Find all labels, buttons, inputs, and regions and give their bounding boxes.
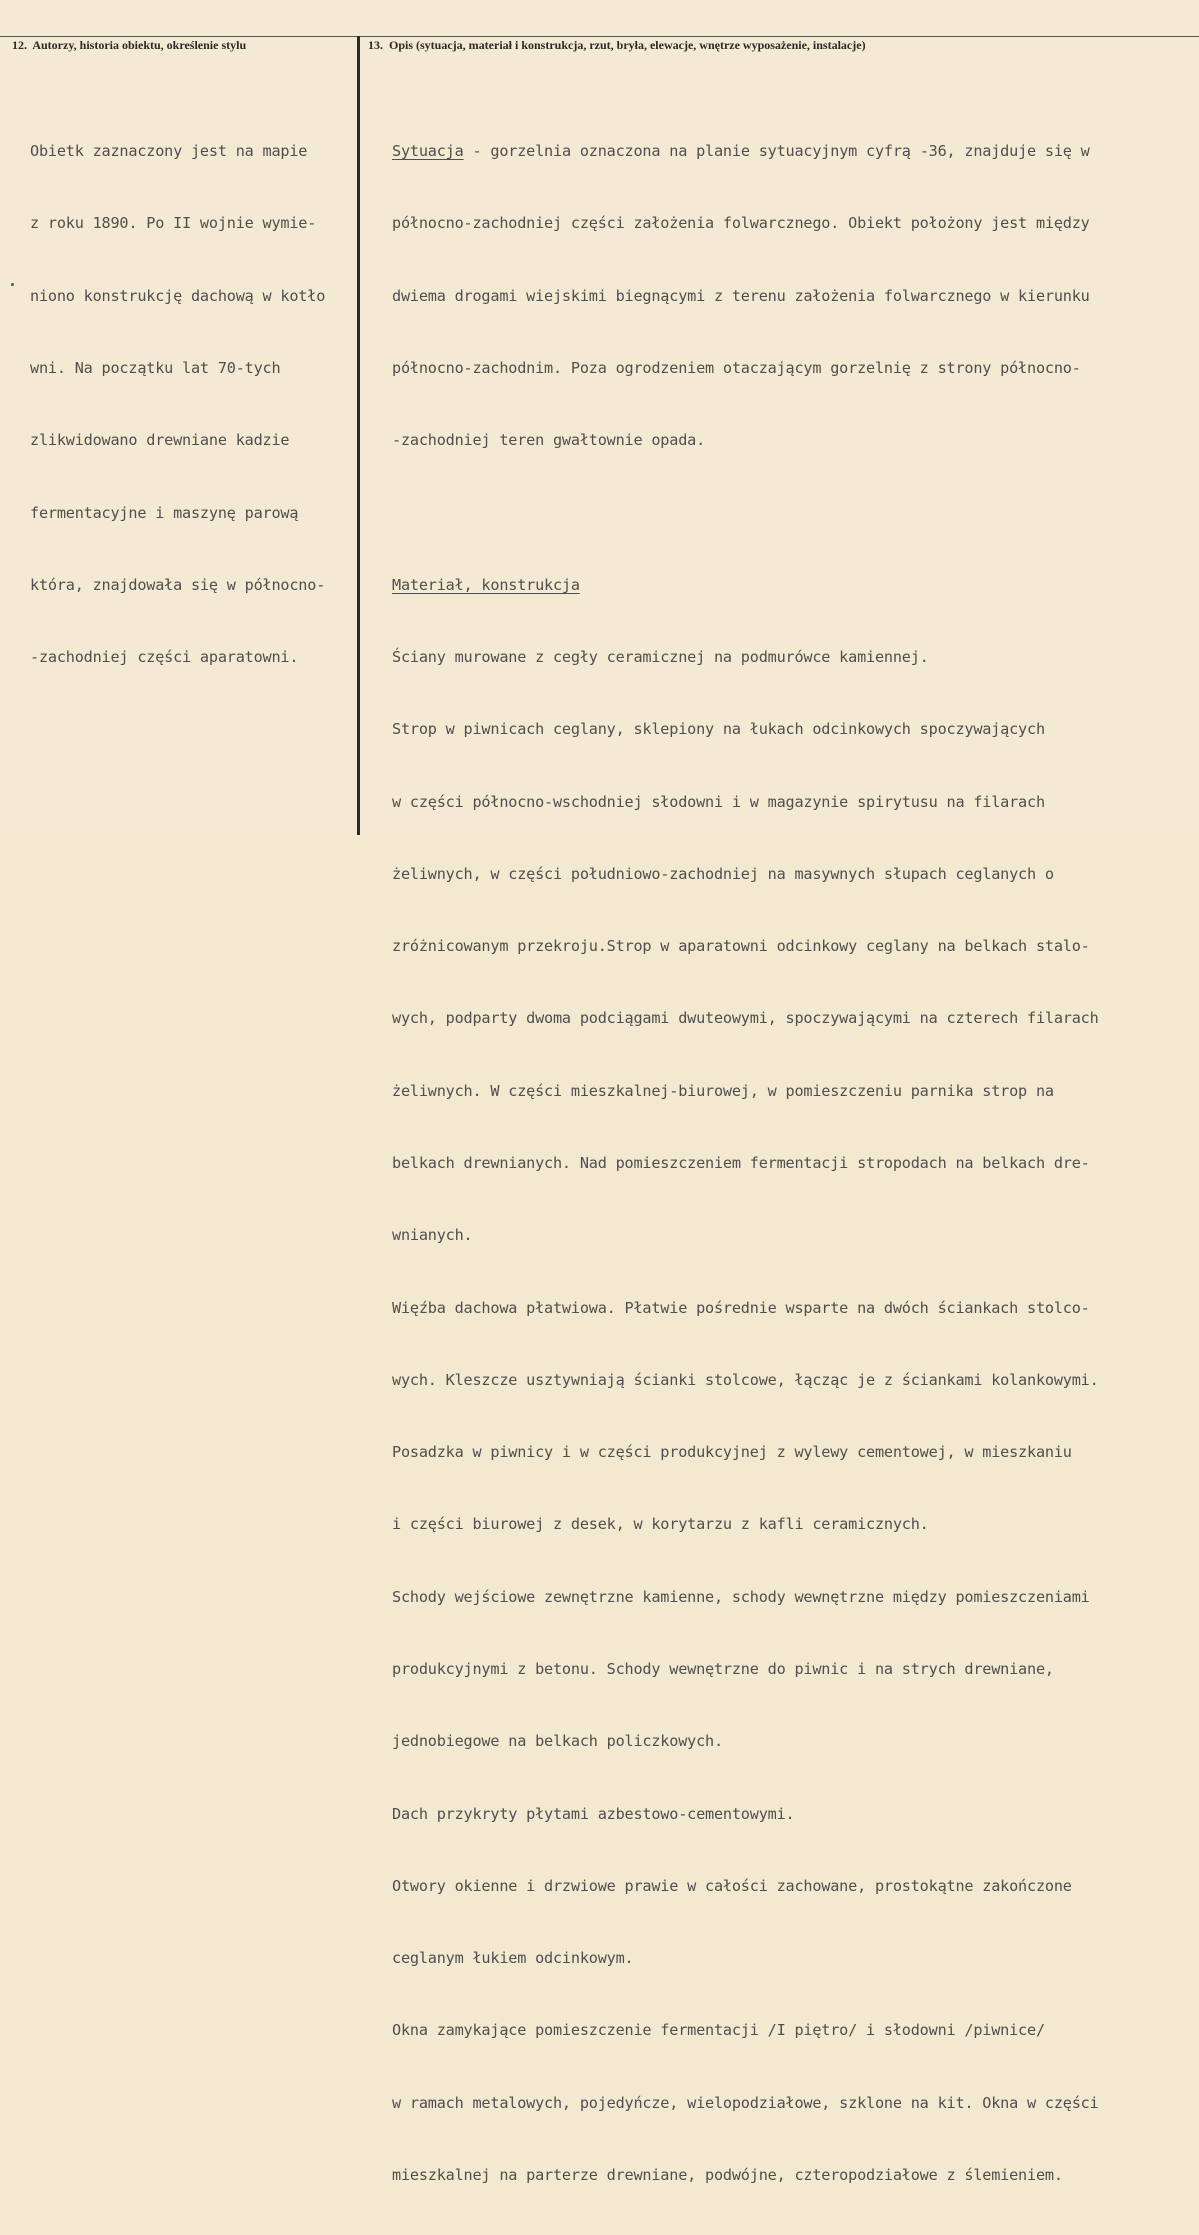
text-line: Więźba dachowa płatwiowa. Płatwie pośrednie wsparte na dwóch ściankach stolco- — [392, 1298, 1090, 1317]
text-line: Obietk zaznaczony jest na mapie — [30, 142, 308, 161]
text-line: żeliwnych. W części mieszkalnej-biurowej, w pomieszczeniu parnika strop na — [392, 1081, 1054, 1100]
right-column-body — [392, 91, 1099, 2235]
section-situation-first-line — [392, 139, 1099, 163]
text-line: Strop w piwnicach ceglany, sklepiony na łukach odcinkowych spoczywających — [392, 720, 1045, 739]
text-line: północno-zachodnim. Poza ogrodzeniem otaczającym gorzelnię z strony północno- — [392, 359, 1081, 378]
text-line: zlikwidowano drewniane kadzie — [30, 431, 290, 450]
section-gap — [392, 501, 1099, 525]
left-heading-number: 12. — [12, 38, 27, 52]
margin-mark — [11, 283, 14, 286]
text-line: wni. Na początku lat 70-tych — [30, 359, 281, 378]
header-rule — [0, 36, 1199, 37]
right-heading — [368, 38, 866, 53]
text-line: fermentacyjne i maszynę parową — [30, 503, 299, 522]
text-line: wych. Kleszcze usztywniają ścianki stolcowe, łącząc je z ściankami kolankowymi. — [392, 1370, 1099, 1389]
section-material-title: Materiał, konstrukcja — [392, 575, 580, 594]
text-line: Schody wejściowe zewnętrzne kamienne, schody wewnętrzne między pomieszczeniami — [392, 1587, 1090, 1606]
text-line: w części północno-wschodniej słodowni i w magazynie spirytusu na filarach — [392, 792, 1045, 811]
left-heading-text: Autorzy, historia obiektu, określenie stylu — [32, 38, 247, 52]
text-line: niono konstrukcję dachową w kotło — [30, 286, 326, 305]
text-line: wnianych. — [392, 1226, 473, 1245]
text-line: zróżnicowanym przekroju.Strop w aparatowni odcinkowy ceglany na belkach stalo- — [392, 937, 1090, 956]
text-line: w ramach metalowych, pojedyńcze, wielopodziałowe, szklone na kit. Okna w części — [392, 2093, 1099, 2112]
right-heading-number: 13. — [368, 38, 383, 52]
column-divider — [357, 36, 360, 835]
text-line: belkach drewnianych. Nad pomieszczeniem fermentacji stropodach na belkach dre- — [392, 1154, 1090, 1173]
left-heading — [12, 38, 246, 53]
text-line: północno-zachodniej części założenia folwarcznego. Obiekt położony jest między — [392, 214, 1090, 233]
text-line: -zachodniej teren gwałtownie opada. — [392, 431, 706, 450]
text-line: Otwory okienne i drzwiowe prawie w całości zachowane, prostokątne zakończone — [392, 1876, 1072, 1895]
text-line: wych, podparty dwoma podciągami dwuteowymi, spoczywającymi na czterech filarach — [392, 1009, 1099, 1028]
text-line: Okna zamykające pomieszczenie fermentacji /I piętro/ i słodowni /piwnice/ — [392, 2021, 1045, 2040]
text-line: mieszkalnej na parterze drewniane, podwójne, czteropodziałowe z ślemieniem. — [392, 2165, 1063, 2184]
text-line: Posadzka w piwnicy i w części produkcyjnej z wylewy cementowej, w mieszkaniu — [392, 1443, 1072, 1462]
text-line: - gorzelnia oznaczona na planie sytuacyjnym cyfrą -36, znajduje się w — [463, 142, 1090, 161]
text-line: jednobiegowe na belkach policzkowych. — [392, 1732, 723, 1751]
text-line: ceglanym łukiem odcinkowym. — [392, 1949, 634, 1968]
text-line: produkcyjnymi z betonu. Schody wewnętrzne do piwnic i na strych drewniane, — [392, 1660, 1054, 1678]
text-line: z roku 1890. Po II wojnie wymie- — [30, 214, 317, 233]
right-heading-text: Opis (sytuacja, materiał i konstrukcja, rzut, bryła, elewacje, wnętrze wyposażenie, instalacje) — [389, 38, 866, 52]
section-material-heading — [392, 573, 1099, 597]
text-line: dwiema drogami wiejskimi biegnącymi z terenu założenia folwarcznego w kierunku — [392, 286, 1090, 305]
text-line: -zachodniej części aparatowni. — [30, 648, 299, 667]
text-line: która, znajdowała się w północno- — [30, 575, 326, 594]
text-line: Dach przykryty płytami azbestowo-cementowymi. — [392, 1804, 795, 1823]
left-column-body — [30, 91, 325, 717]
section-situation-title: Sytuacja — [392, 142, 464, 161]
text-line: i części biurowej z desek, w korytarzu z kafli ceramicznych. — [392, 1515, 929, 1534]
text-line: Ściany murowane z cegły ceramicznej na podmurówce kamiennej. — [392, 648, 929, 667]
text-line: żeliwnych, w części południowo-zachodniej na masywnych słupach ceglanych o — [392, 864, 1054, 883]
